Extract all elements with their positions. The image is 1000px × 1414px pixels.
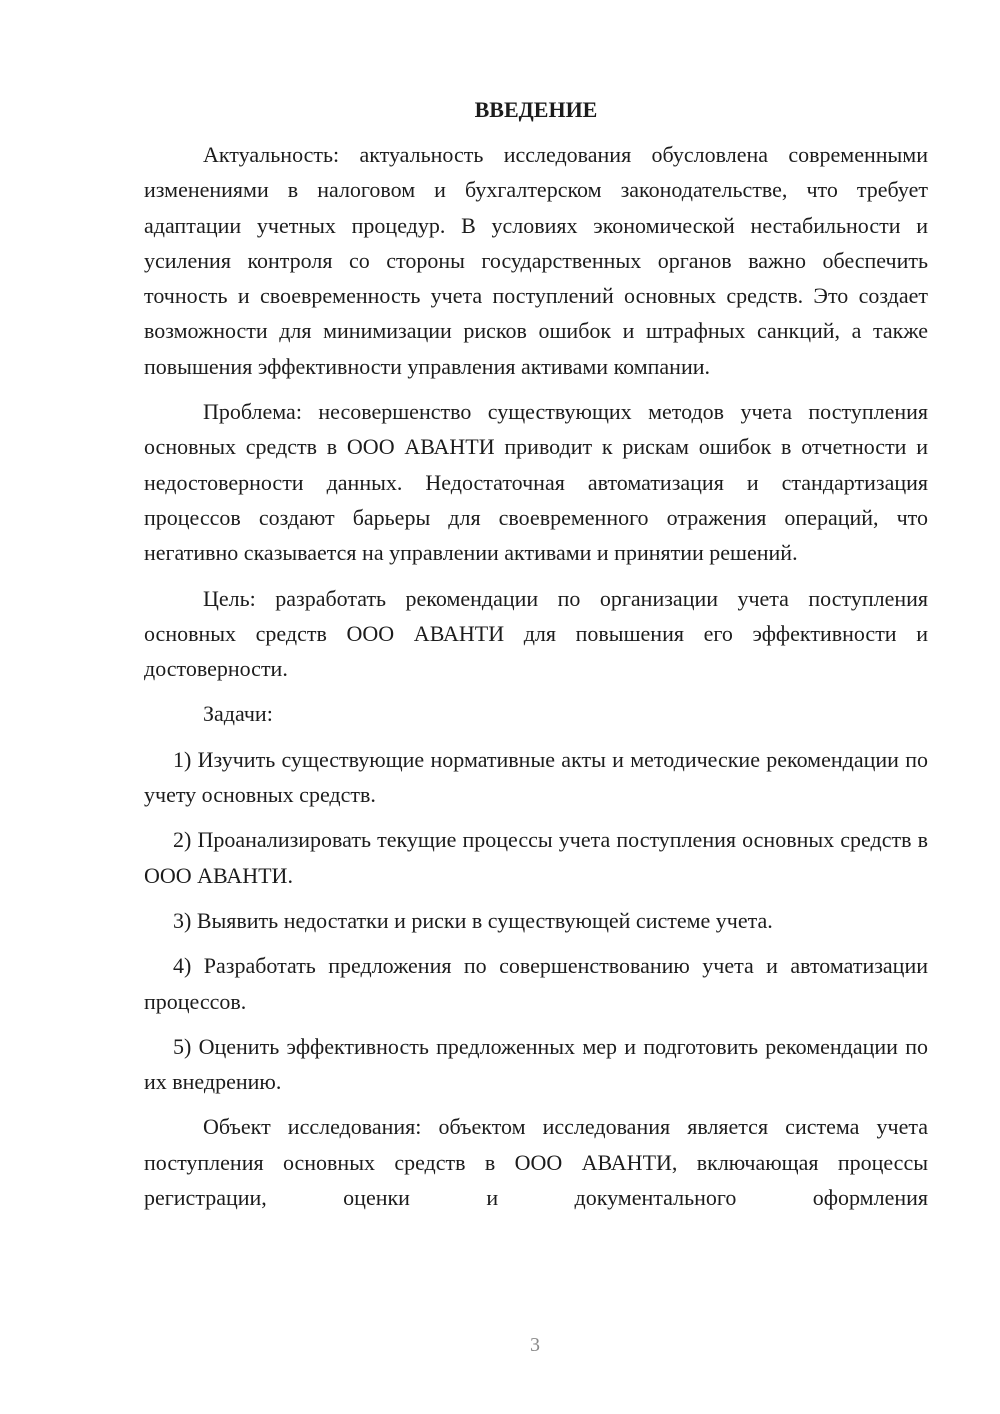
- list-item: 2) Проанализировать текущие процессы учета поступления основных средств в ООО АВАНТИ.: [144, 827, 928, 888]
- list-item: 3) Выявить недостатки и риски в существующей системе учета.: [173, 907, 773, 933]
- paragraph-object: Объект исследования: объектом исследования является система учета поступления основных средств в ООО АВАНТИ, включающая процессы регистрации, оценки и документального оформления: [144, 1114, 928, 1211]
- page-number: 3: [530, 1334, 540, 1356]
- paragraph-goal: Цель: разработать рекомендации по организации учета поступления основных средств ООО АВАНТИ для повышения его эффективности и достоверности.: [144, 585, 928, 682]
- paragraph-tasks-heading: Задачи:: [203, 701, 273, 727]
- document-page: [144, 95, 928, 1215]
- tasks-list: [144, 742, 928, 1100]
- page-title: ВВЕДЕНИЕ: [474, 97, 598, 122]
- list-item: 4) Разработать предложения по совершенствованию учета и автоматизации процессов.: [144, 953, 928, 1014]
- paragraph-relevance: Актуальность: актуальность исследования обусловлена современными изменениями в налоговом и бухгалтерском законодательстве, что требует адаптации учетных процедур. В условиях экономической нестабильности и усиления контроля со стороны государственных органов важно обеспечить точность и своевременность учета поступлений основных средств. Это создает возможности для минимизации рисков ошибок и штрафных санкций, а также повышения эффективности управления активами компании.: [144, 142, 928, 379]
- list-item: 1) Изучить существующие нормативные акты и методические рекомендации по учету основных средств.: [144, 746, 928, 808]
- list-item: 5) Оценить эффективность предложенных мер и подготовить рекомендации по их внедрению.: [144, 1033, 928, 1095]
- paragraph-problem: Проблема: несовершенство существующих методов учета поступления основных средств в ООО АВАНТИ приводит к рискам ошибок в отчетности и недостоверности данных. Недостаточная автоматизация и стандартизация процессов создают барьеры для своевременного отражения операций, что негативно сказывается на управлении активами и принятии решений.: [144, 399, 928, 566]
